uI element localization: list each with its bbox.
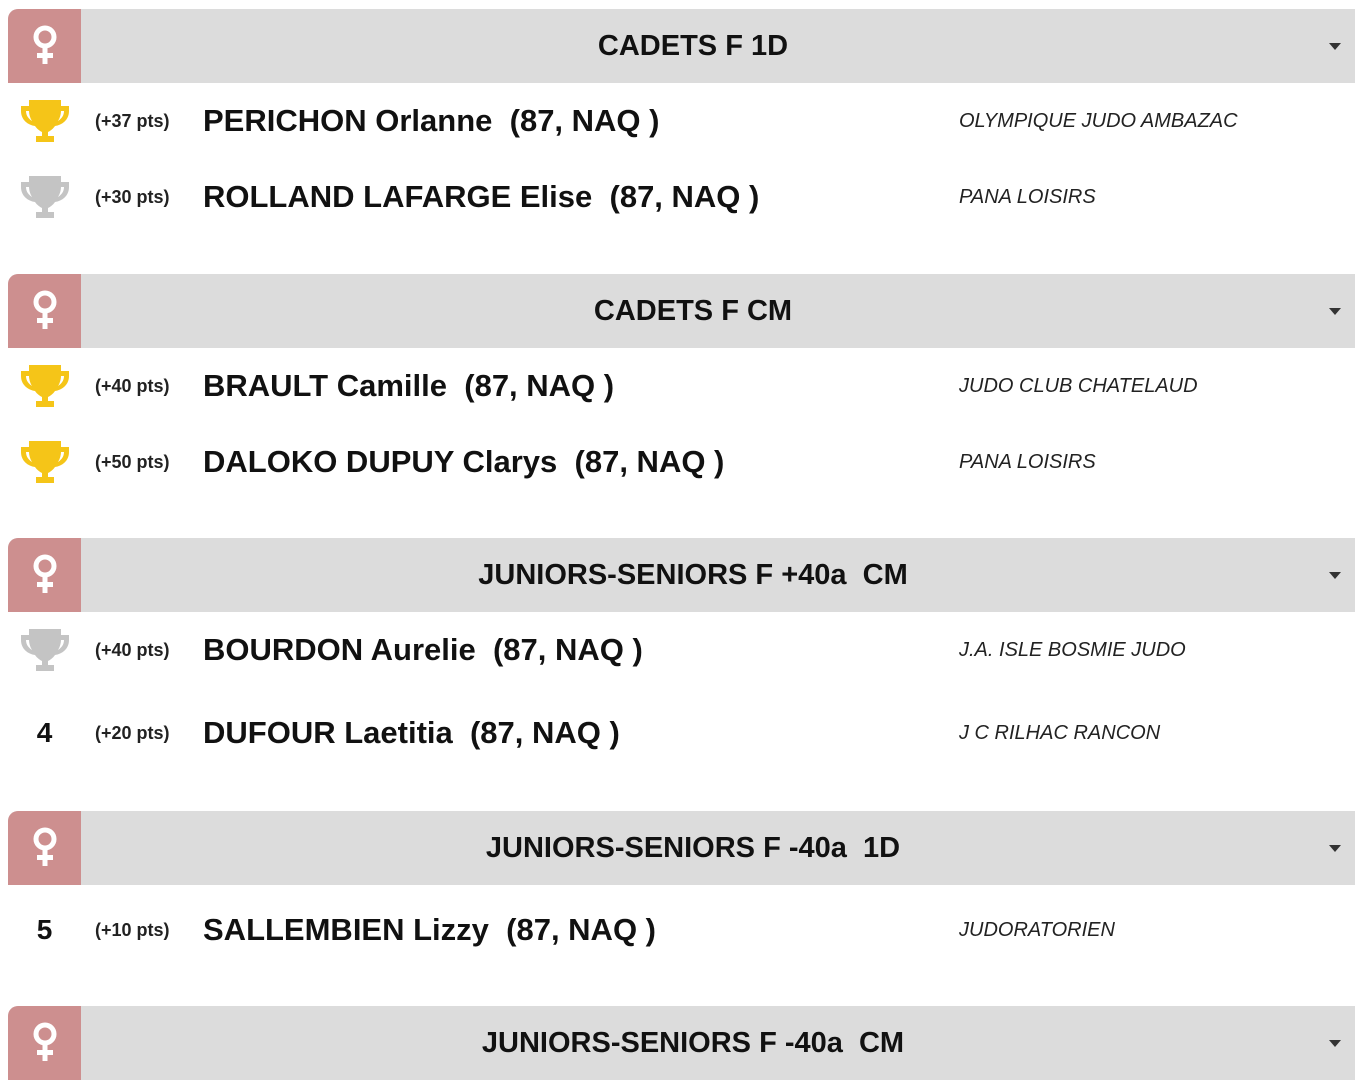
category-header[interactable] — [8, 811, 1355, 885]
rank-number: 5 — [36, 914, 53, 945]
club-name: OLYMPIQUE JUDO AMBAZAC — [959, 109, 1238, 132]
female-icon — [8, 811, 81, 885]
female-icon — [8, 1006, 81, 1080]
gold-trophy-icon — [8, 83, 81, 159]
gold-trophy-icon — [8, 424, 81, 500]
athlete-name: BRAULT Camille — [203, 368, 448, 403]
result-row — [8, 83, 1355, 159]
points-gain: (+30 pts) — [95, 186, 170, 207]
chevron-down-icon[interactable] — [1329, 572, 1341, 579]
athlete[interactable] — [203, 688, 620, 778]
athlete-origin: (87, NAQ ) — [609, 179, 760, 214]
athlete[interactable] — [203, 612, 643, 688]
chevron-down-icon[interactable] — [1329, 1040, 1341, 1047]
category-title: CADETS F 1D — [597, 29, 789, 62]
athlete-name: PERICHON Orlanne — [203, 103, 493, 138]
points-gain: (+37 pts) — [95, 110, 170, 131]
category-section — [8, 1006, 1355, 1080]
athlete[interactable] — [203, 83, 659, 159]
rank-cell — [8, 885, 81, 975]
female-icon — [8, 274, 81, 348]
category-header[interactable] — [8, 538, 1355, 612]
athlete[interactable] — [203, 159, 759, 235]
result-row — [8, 612, 1355, 688]
category-title: CADETS F CM — [593, 294, 793, 327]
result-row — [8, 424, 1355, 500]
category-header[interactable] — [8, 274, 1355, 348]
athlete-origin: (87, NAQ ) — [574, 444, 725, 479]
category-section — [8, 274, 1355, 500]
athlete-name: DUFOUR Laetitia — [203, 715, 453, 750]
points-gain: (+50 pts) — [95, 451, 170, 472]
silver-trophy-icon — [8, 159, 81, 235]
athlete-origin: (87, NAQ ) — [492, 632, 643, 667]
chevron-down-icon[interactable] — [1329, 308, 1341, 315]
result-row — [8, 348, 1355, 424]
category-section — [8, 9, 1355, 235]
category-header[interactable] — [8, 1006, 1355, 1080]
athlete[interactable] — [203, 424, 724, 500]
category-title: JUNIORS-SENIORS F -40a 1D — [485, 831, 901, 864]
category-section — [8, 538, 1355, 778]
rank-number: 4 — [36, 717, 53, 748]
athlete-name: BOURDON Aurelie — [203, 632, 476, 667]
female-icon — [8, 9, 81, 83]
result-row — [8, 159, 1355, 235]
athlete-origin: (87, NAQ ) — [509, 103, 660, 138]
club-name: J C RILHAC RANCON — [959, 721, 1161, 744]
category-header[interactable] — [8, 9, 1355, 83]
category-title: JUNIORS-SENIORS F +40a CM — [478, 558, 908, 591]
rank-cell — [8, 688, 81, 778]
athlete-name: SALLEMBIEN Lizzy — [203, 912, 489, 947]
club-name: JUDORATORIEN — [959, 918, 1115, 941]
athlete-name: DALOKO DUPUY Clarys — [203, 444, 558, 479]
athlete[interactable] — [203, 885, 656, 975]
athlete-name: ROLLAND LAFARGE Elise — [203, 179, 593, 214]
club-name: PANA LOISIRS — [959, 185, 1096, 208]
athlete-origin: (87, NAQ ) — [469, 715, 620, 750]
result-row — [8, 885, 1355, 975]
club-name: JUDO CLUB CHATELAUD — [959, 374, 1198, 397]
club-name: PANA LOISIRS — [959, 450, 1096, 473]
category-section — [8, 811, 1355, 975]
chevron-down-icon[interactable] — [1329, 43, 1341, 50]
athlete[interactable] — [203, 348, 614, 424]
club-name: J.A. ISLE BOSMIE JUDO — [959, 638, 1186, 661]
points-gain: (+40 pts) — [95, 375, 170, 396]
silver-trophy-icon — [8, 612, 81, 688]
gold-trophy-icon — [8, 348, 81, 424]
points-gain: (+40 pts) — [95, 639, 170, 660]
result-row — [8, 688, 1355, 778]
athlete-origin: (87, NAQ ) — [506, 912, 656, 947]
athlete-origin: (87, NAQ ) — [464, 368, 615, 403]
female-icon — [8, 538, 81, 612]
points-gain: (+20 pts) — [95, 722, 170, 743]
points-gain: (+10 pts) — [95, 919, 170, 940]
chevron-down-icon[interactable] — [1329, 845, 1341, 852]
category-title: JUNIORS-SENIORS F -40a CM — [481, 1026, 905, 1059]
